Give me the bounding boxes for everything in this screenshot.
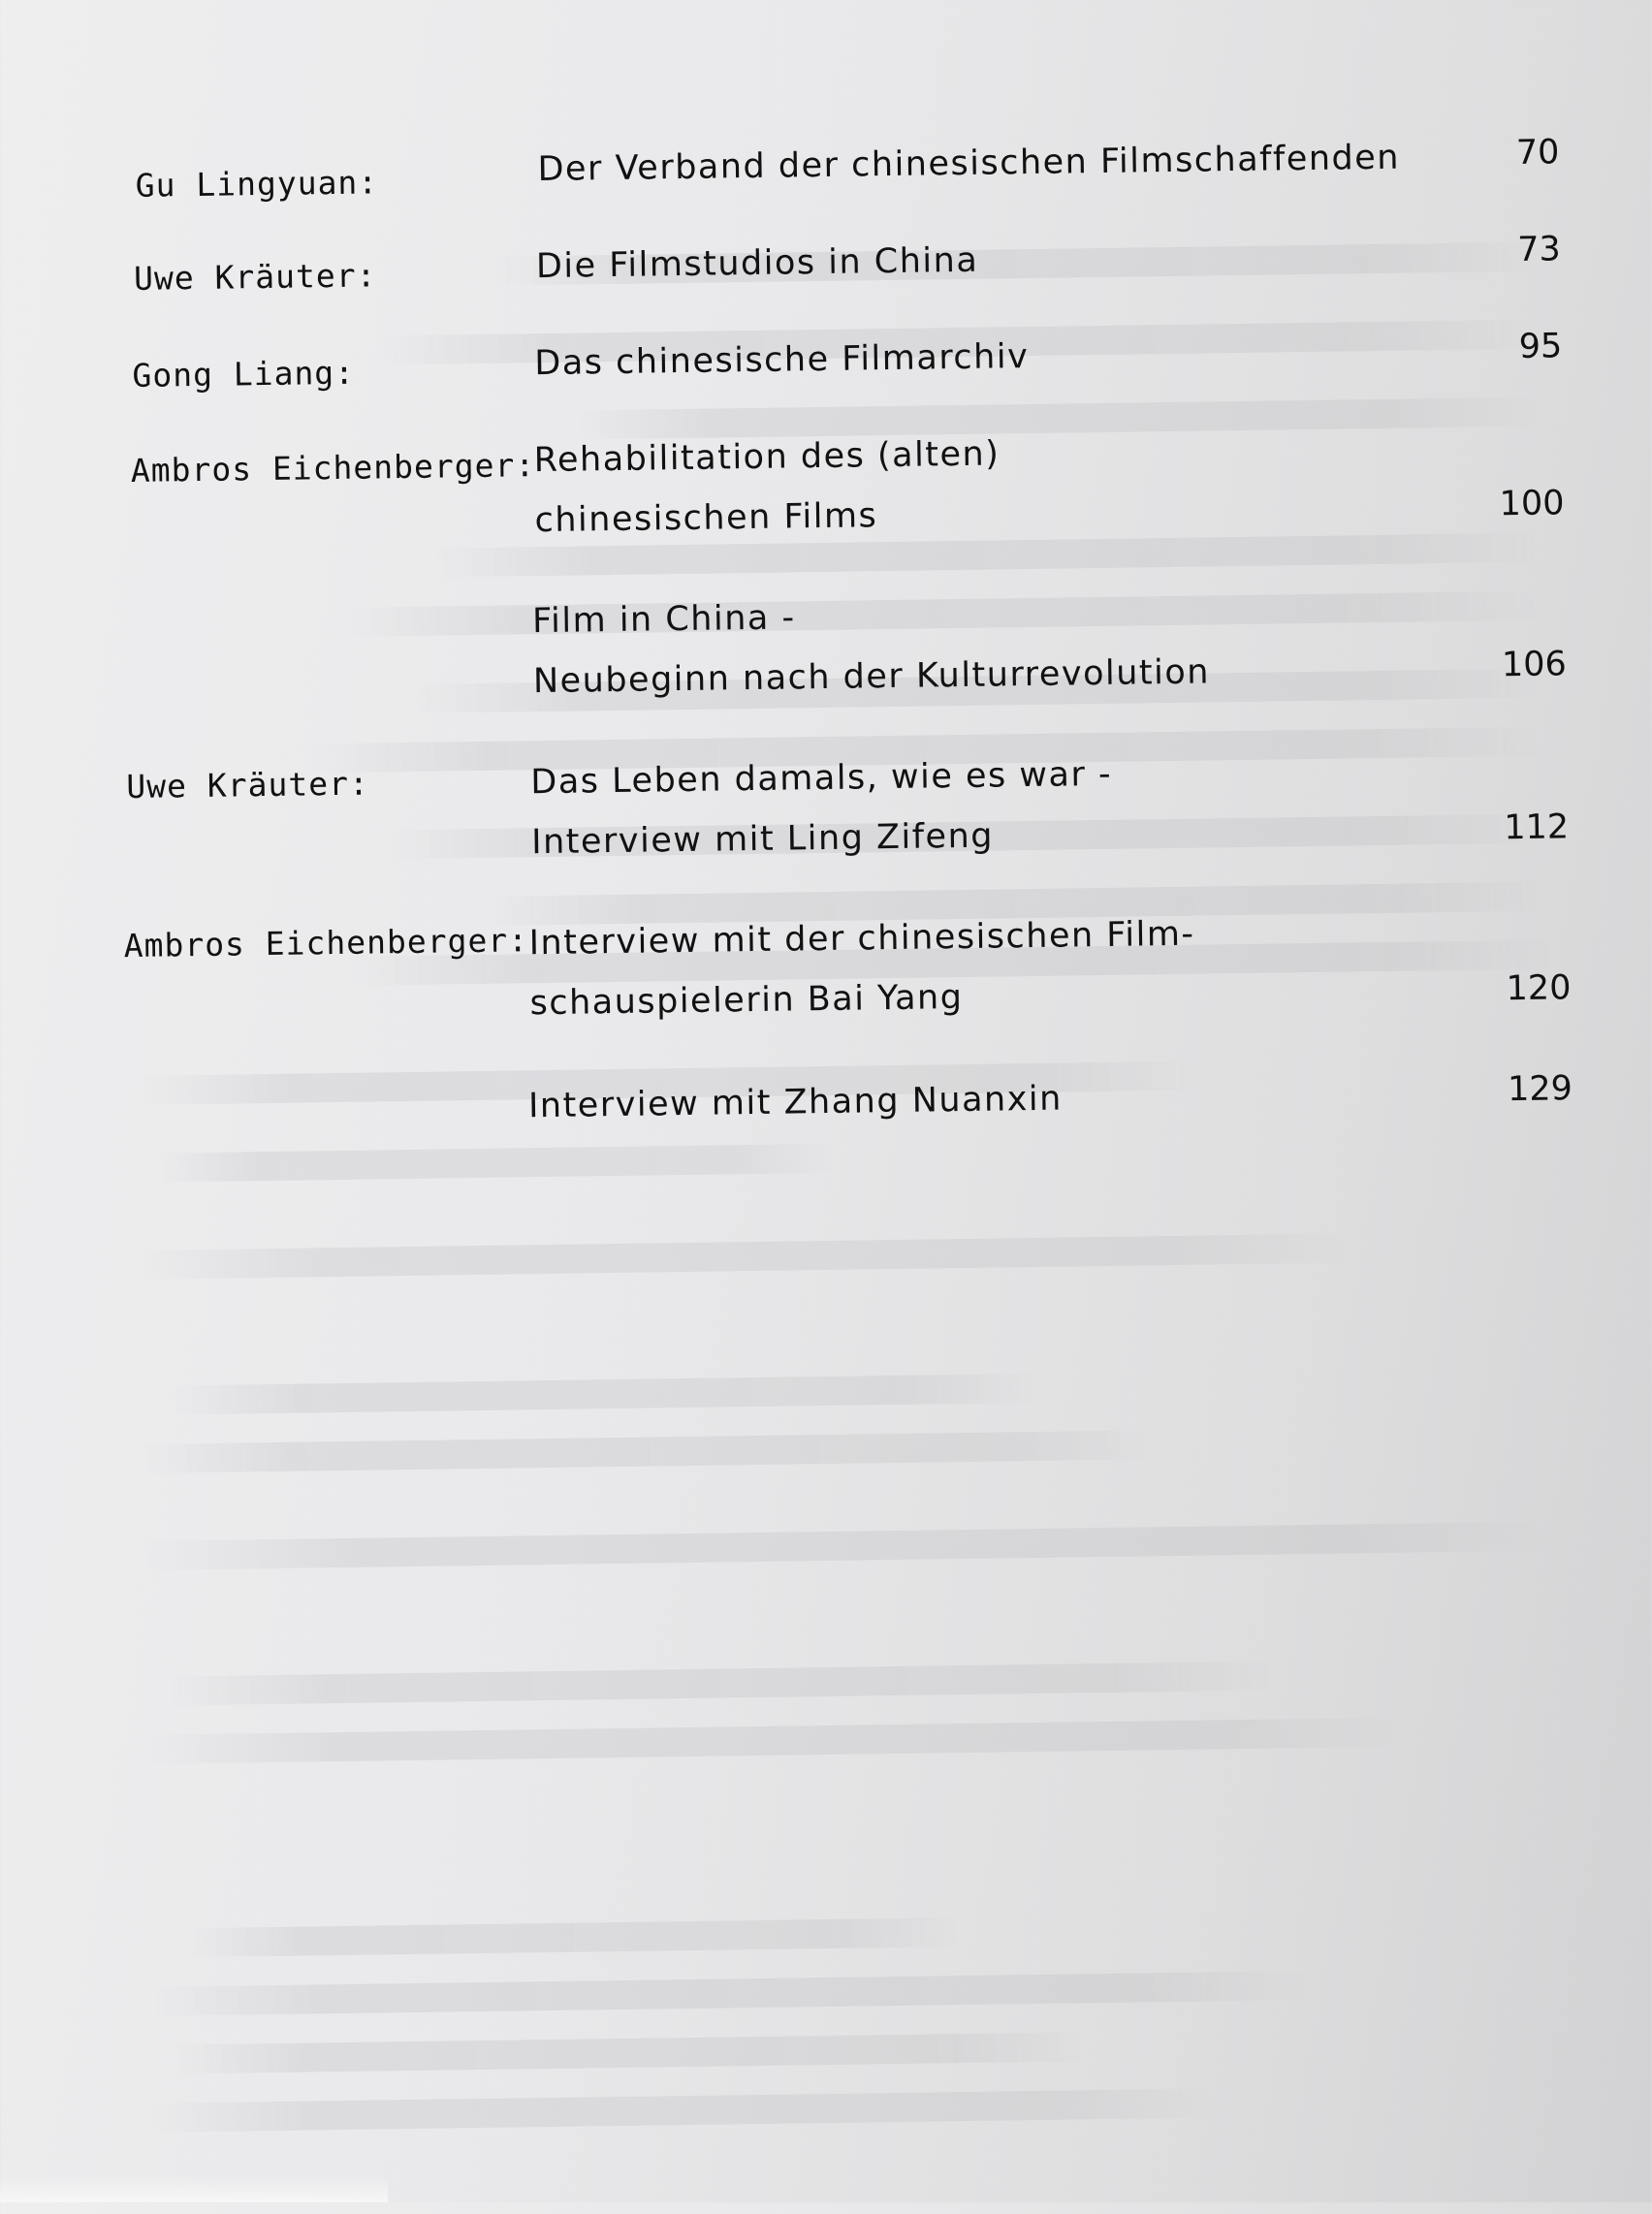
toc-author: Gong Liang: <box>132 353 356 395</box>
toc-page-number: 120 <box>1506 968 1572 1009</box>
toc-title <box>528 904 1196 1034</box>
toc-title-line: Das chinesische Filmarchiv <box>534 337 1030 384</box>
toc-page-number: 73 <box>1516 230 1562 269</box>
toc-page-number: 70 <box>1515 133 1560 173</box>
toc-page-number: 112 <box>1504 807 1570 848</box>
toc-title <box>532 582 1211 712</box>
toc-title-line: Interview mit Zhang Nuanxin <box>527 1079 1064 1126</box>
toc-author: Uwe Kräuter: <box>126 764 370 807</box>
toc-title-line: Film in China - <box>531 598 796 642</box>
watermark-strip <box>0 2175 388 2202</box>
toc-entry <box>0 1060 1652 1239</box>
toc-title <box>530 744 1113 872</box>
toc-title-line: Interview mit der chinesischen Film- <box>528 914 1195 964</box>
toc-entry <box>0 898 1651 1076</box>
toc-title <box>537 128 1400 200</box>
toc-title-line: Neubeginn nach der Kulturrevolution <box>532 652 1211 702</box>
toc-title-line: Die Filmstudios in China <box>535 240 979 287</box>
toc-title-line: Interview mit Ling Zifeng <box>530 816 995 863</box>
toc-title <box>536 231 979 297</box>
toc-title <box>533 424 1001 551</box>
toc-page-number: 95 <box>1518 327 1563 366</box>
toc-author: Ambros Eichenberger: <box>130 446 536 490</box>
toc-page-number: 106 <box>1501 645 1568 685</box>
toc-title-line: schauspielerin Bai Yang <box>529 978 964 1024</box>
toc-title-line: Der Verband der chinesischen Filmschaffenden <box>537 138 1401 190</box>
toc-title <box>528 1069 1064 1137</box>
toc-title-line: Das Leben damals, wie es war - <box>530 754 1113 803</box>
toc-entry <box>0 737 1649 915</box>
toc-author: Gu Lingyuan: <box>135 163 379 205</box>
toc-title <box>534 327 1030 394</box>
toc-entry <box>0 576 1647 754</box>
toc-page-number: 129 <box>1507 1069 1573 1110</box>
toc-author: Uwe Kräuter: <box>133 256 377 298</box>
toc-title-line: Rehabilitation des (alten) <box>533 434 1001 481</box>
toc-entry <box>0 415 1644 593</box>
toc-title-line: chinesischen Films <box>534 496 878 541</box>
toc-author: Ambros Eichenberger: <box>123 921 529 965</box>
toc-page-number: 100 <box>1499 484 1565 524</box>
